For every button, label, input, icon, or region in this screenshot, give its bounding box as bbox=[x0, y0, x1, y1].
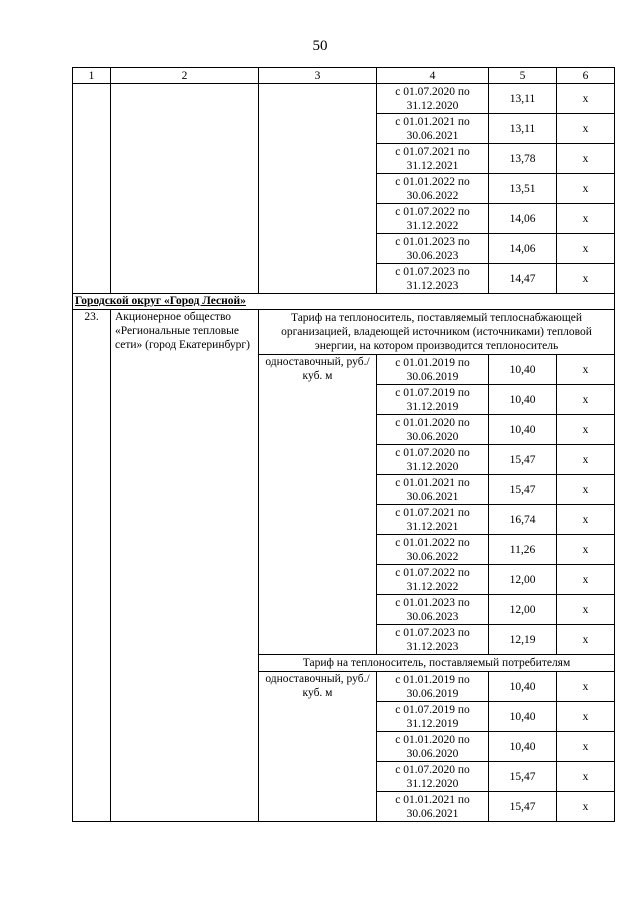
mark-cell: х bbox=[557, 174, 615, 204]
column-number: 4 bbox=[377, 68, 489, 84]
mark-cell: х bbox=[557, 792, 615, 822]
section-title: Городской округ «Город Лесной» bbox=[73, 294, 615, 310]
tariff-value-cell: 16,74 bbox=[489, 505, 557, 535]
mark-cell: х bbox=[557, 672, 615, 702]
tariff-value-cell: 10,40 bbox=[489, 385, 557, 415]
mark-cell: х bbox=[557, 385, 615, 415]
section-row bbox=[73, 294, 615, 310]
empty-organization-cell bbox=[111, 84, 259, 294]
organization-name: Акционерное общество «Региональные тепловые сети» (город Екатеринбург) bbox=[111, 310, 259, 822]
tariff-value-cell: 12,19 bbox=[489, 625, 557, 655]
page-number: 50 bbox=[312, 38, 328, 54]
period-cell: с 01.01.2022 по 30.06.2022 bbox=[377, 535, 489, 565]
tariff-value-cell: 10,40 bbox=[489, 415, 557, 445]
tariff-value-cell: 13,11 bbox=[489, 84, 557, 114]
tariff-value-cell: 12,00 bbox=[489, 565, 557, 595]
period-cell: с 01.07.2020 по 31.12.2020 bbox=[377, 445, 489, 475]
tariff-value-cell: 13,11 bbox=[489, 114, 557, 144]
period-cell: с 01.07.2022 по 31.12.2022 bbox=[377, 204, 489, 234]
mark-cell: х bbox=[557, 475, 615, 505]
tariff-value-cell: 15,47 bbox=[489, 762, 557, 792]
mark-cell: х bbox=[557, 565, 615, 595]
mark-cell: х bbox=[557, 445, 615, 475]
entry-number: 23. bbox=[73, 310, 111, 822]
tariff-value-cell: 10,40 bbox=[489, 672, 557, 702]
tariff-value-cell: 10,40 bbox=[489, 702, 557, 732]
tariff-value-cell: 12,00 bbox=[489, 595, 557, 625]
tariff-value-cell: 15,47 bbox=[489, 792, 557, 822]
mark-cell: х bbox=[557, 84, 615, 114]
mark-cell: х bbox=[557, 732, 615, 762]
tariff-value-cell: 11,26 bbox=[489, 535, 557, 565]
column-number: 2 bbox=[111, 68, 259, 84]
column-number: 1 bbox=[73, 68, 111, 84]
period-cell: с 01.07.2019 по 31.12.2019 bbox=[377, 385, 489, 415]
period-cell: с 01.01.2020 по 30.06.2020 bbox=[377, 732, 489, 762]
mark-cell: х bbox=[557, 234, 615, 264]
mark-cell: х bbox=[557, 762, 615, 792]
tariff-type-cell: одноставочный, руб./куб. м bbox=[259, 355, 377, 655]
period-cell: с 01.07.2021 по 31.12.2021 bbox=[377, 505, 489, 535]
mark-cell: х bbox=[557, 144, 615, 174]
tariff-group-title: Тариф на теплоноситель, поставляемый потребителям bbox=[259, 655, 615, 672]
empty-number-cell bbox=[73, 84, 111, 294]
period-cell: с 01.07.2019 по 31.12.2019 bbox=[377, 702, 489, 732]
period-cell: с 01.01.2020 по 30.06.2020 bbox=[377, 415, 489, 445]
tariff-value-cell: 14,06 bbox=[489, 204, 557, 234]
tariff-value-cell: 15,47 bbox=[489, 475, 557, 505]
mark-cell: х bbox=[557, 264, 615, 294]
column-number: 6 bbox=[557, 68, 615, 84]
tariff-type-cell: одноставочный, руб./куб. м bbox=[259, 672, 377, 822]
column-number: 3 bbox=[259, 68, 377, 84]
tariff-group-title-row bbox=[73, 310, 615, 355]
empty-type-cell bbox=[259, 84, 377, 294]
period-cell: с 01.01.2023 по 30.06.2023 bbox=[377, 595, 489, 625]
tariff-value-cell: 10,40 bbox=[489, 732, 557, 762]
period-cell: с 01.01.2022 по 30.06.2022 bbox=[377, 174, 489, 204]
column-number: 5 bbox=[489, 68, 557, 84]
table-row bbox=[73, 84, 615, 114]
period-cell: с 01.07.2023 по 31.12.2023 bbox=[377, 264, 489, 294]
period-cell: с 01.01.2021 по 30.06.2021 bbox=[377, 114, 489, 144]
tariff-value-cell: 10,40 bbox=[489, 355, 557, 385]
period-cell: с 01.07.2022 по 31.12.2022 bbox=[377, 565, 489, 595]
column-number-row bbox=[73, 68, 615, 84]
tariff-value-cell: 13,51 bbox=[489, 174, 557, 204]
mark-cell: х bbox=[557, 114, 615, 144]
mark-cell: х bbox=[557, 595, 615, 625]
tariff-table bbox=[72, 67, 615, 822]
period-cell: с 01.07.2021 по 31.12.2021 bbox=[377, 144, 489, 174]
tariff-value-cell: 14,06 bbox=[489, 234, 557, 264]
period-cell: с 01.01.2023 по 30.06.2023 bbox=[377, 234, 489, 264]
tariff-value-cell: 15,47 bbox=[489, 445, 557, 475]
period-cell: с 01.07.2023 по 31.12.2023 bbox=[377, 625, 489, 655]
period-cell: с 01.01.2021 по 30.06.2021 bbox=[377, 475, 489, 505]
period-cell: с 01.01.2021 по 30.06.2021 bbox=[377, 792, 489, 822]
period-cell: с 01.07.2020 по 31.12.2020 bbox=[377, 762, 489, 792]
mark-cell: х bbox=[557, 355, 615, 385]
period-cell: с 01.07.2020 по 31.12.2020 bbox=[377, 84, 489, 114]
period-cell: с 01.01.2019 по 30.06.2019 bbox=[377, 355, 489, 385]
mark-cell: х bbox=[557, 702, 615, 732]
mark-cell: х bbox=[557, 505, 615, 535]
tariff-group-title: Тариф на теплоноситель, поставляемый теплоснабжающей организацией, владеющей источником (источниками) тепловой энергии, на котором производится теплоноситель bbox=[259, 310, 615, 355]
mark-cell: х bbox=[557, 415, 615, 445]
mark-cell: х bbox=[557, 625, 615, 655]
mark-cell: х bbox=[557, 204, 615, 234]
mark-cell: х bbox=[557, 535, 615, 565]
tariff-value-cell: 14,47 bbox=[489, 264, 557, 294]
tariff-value-cell: 13,78 bbox=[489, 144, 557, 174]
period-cell: с 01.01.2019 по 30.06.2019 bbox=[377, 672, 489, 702]
